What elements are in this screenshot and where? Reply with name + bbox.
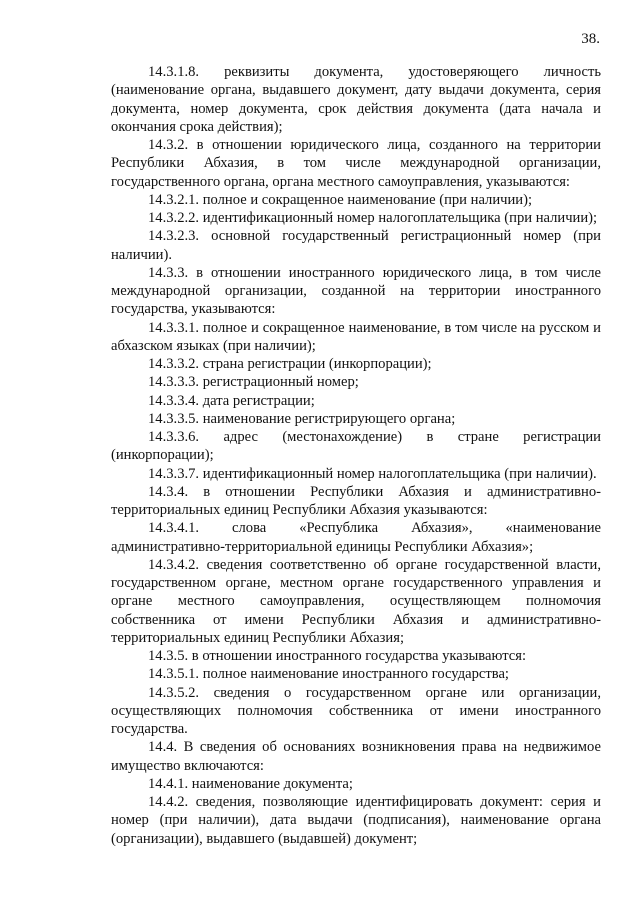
paragraph-14-3-3-4: 14.3.3.4. дата регистрации;: [148, 392, 315, 409]
paragraph-14-3-5-1: 14.3.5.1. полное наименование иностранного государства;: [148, 666, 509, 683]
paragraph-14-3-3-1: 14.3.3.1. полное и сокращенное наименование, в том числе на русском и абхазском языках (при наличии);: [111, 319, 601, 354]
document-body: [111, 63, 601, 848]
paragraph-14-3-3-3: 14.3.3.3. регистрационный номер;: [148, 374, 359, 391]
paragraph-14-3-5-2: 14.3.5.2. сведения о государственном органе или организации, осуществляющих полномочия собственника от имени иностранного государства.: [111, 684, 601, 737]
paragraph-14-3-3-7: 14.3.3.7. идентификационный номер налогоплательщика (при наличии).: [148, 465, 597, 482]
page-number: 38.: [581, 31, 600, 47]
paragraph-14-3-4-1: 14.3.4.1. слова «Республика Абхазия», «наименование административно-территориальной единицы Республики Абхазия»;: [111, 520, 601, 555]
paragraph-14-3-2-1: 14.3.2.1. полное и сокращенное наименование (при наличии);: [148, 191, 533, 208]
paragraph-14-3-2-2: 14.3.2.2. идентификационный номер налогоплательщика (при наличии);: [148, 210, 598, 226]
paragraph-14-3-3: 14.3.3. в отношении иностранного юридического лица, в том числе международной организации, созданной на территории иностранного государства, указываются:: [111, 264, 601, 318]
paragraph-14-3-3-5: 14.3.3.5. наименование регистрирующего органа;: [148, 410, 456, 427]
paragraph-14-3-3-2: 14.3.3.2. страна регистрации (инкорпорации);: [148, 356, 432, 372]
paragraph-14-3-2-3: 14.3.2.3. основной государственный регистрационный номер (при наличии).: [111, 228, 601, 263]
paragraph-14-4-2: 14.4.2. сведения, позволяющие идентифицировать документ: серия и номер (при наличии), дата выдачи (подписания), наименование органа (организации), выдавшего (выдавшей) документ;: [111, 794, 601, 847]
paragraph-14-3-3-6: 14.3.3.6. адрес (местонахождение) в стране регистрации (инкорпорации);: [111, 429, 601, 464]
paragraph-14-3-2: 14.3.2. в отношении юридического лица, созданного на территории Республики Абхазия, в том числе международной организации, государственного органа, органа местного самоуправления, указываются:: [111, 137, 601, 190]
paragraph-14-3-5: 14.3.5. в отношении иностранного государства указываются:: [148, 648, 526, 664]
paragraph-14-3-4-2: 14.3.4.2. сведения соответственно об органе государственной власти, государственном органе, местном органе государственного управления и органе местного самоуправления, осуществляющем полномочия собственника от имени Республики Абхазия и административно-территориальных единиц Республики Абхазия;: [111, 556, 601, 646]
paragraph-14-3-4: 14.3.4. в отношении Республики Абхазия и административно-территориальных единиц Республики Абхазия указываются:: [111, 483, 601, 518]
paragraph-14-4-1: 14.4.1. наименование документа;: [148, 775, 353, 792]
paragraph-14-3-1-8: 14.3.1.8. реквизиты документа, удостоверяющего личность (наименование органа, выдавшего документ, дату выдачи документа, серия документа, номер документа, срок действия документа (дата начала и окончания срока действия);: [111, 64, 601, 135]
paragraph-14-4: 14.4. В сведения об основаниях возникновения права на недвижимое имущество включаются:: [111, 739, 601, 774]
